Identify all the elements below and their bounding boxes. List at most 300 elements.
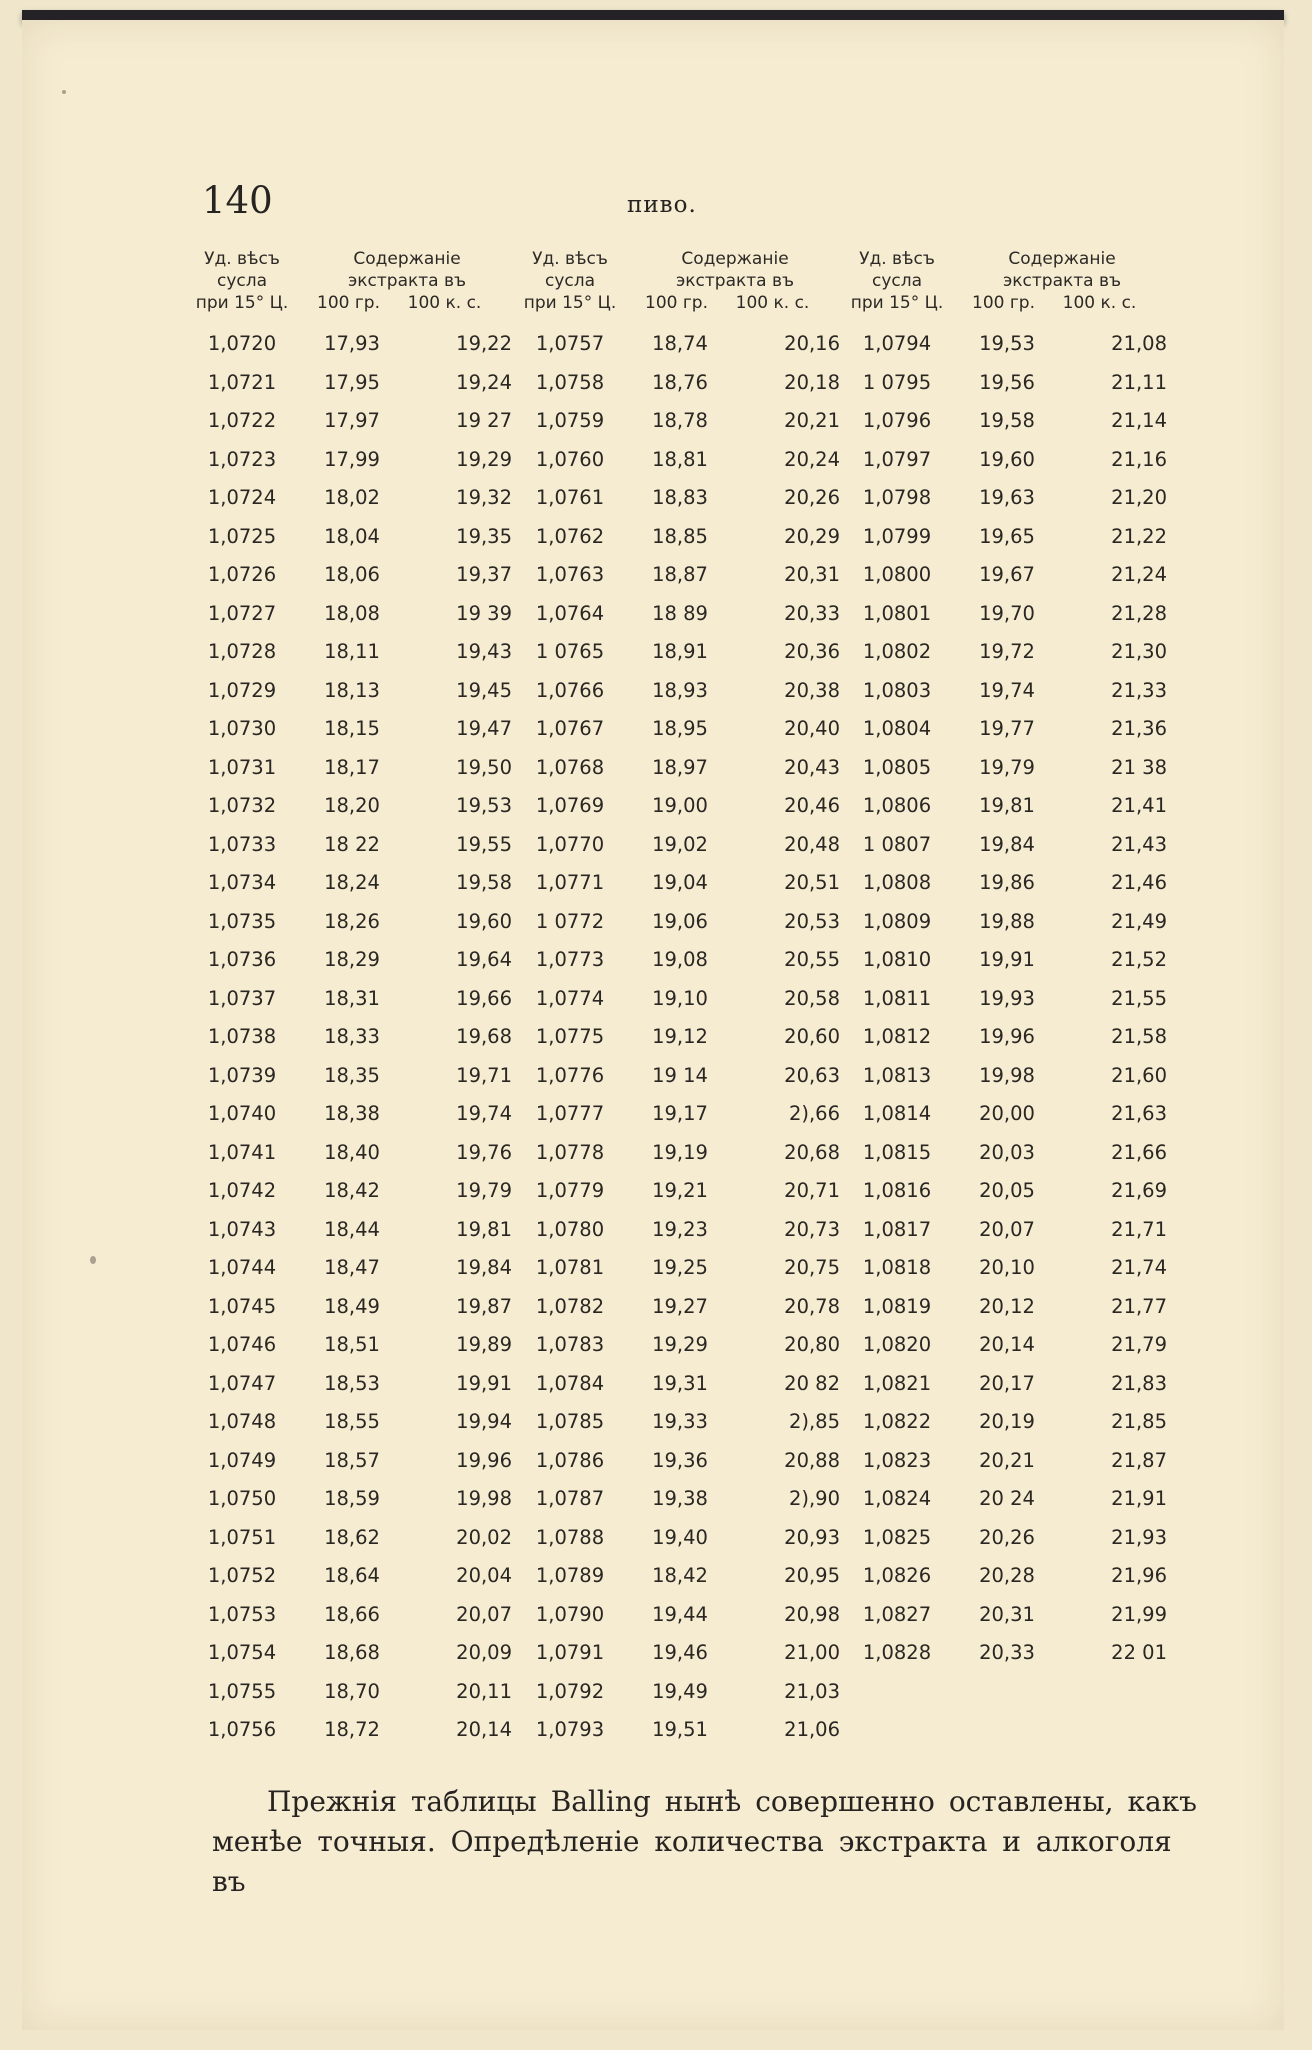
cell-extract-per-100g: 20,12 xyxy=(979,1294,1035,1318)
cell-extract-per-100cc: 20,63 xyxy=(784,1063,840,1087)
cell-specific-gravity: 1,0826 xyxy=(862,1564,932,1587)
cell-extract-per-100g: 19,36 xyxy=(652,1448,708,1472)
cell-extract-per-100cc: 19,89 xyxy=(456,1333,512,1356)
table-row xyxy=(837,1366,1167,1405)
cell-specific-gravity: 1,0745 xyxy=(207,1294,277,1318)
cell-specific-gravity: 1,0801 xyxy=(862,601,932,625)
cell-extract-per-100cc: 21,60 xyxy=(1111,1063,1167,1087)
cell-extract-per-100cc: 21,96 xyxy=(1111,1564,1167,1587)
table-row xyxy=(837,1597,1167,1636)
cell-specific-gravity: 1,0822 xyxy=(862,1410,932,1433)
cell-specific-gravity: 1,0782 xyxy=(535,1294,605,1318)
cell-extract-per-100g: 20,28 xyxy=(979,1564,1035,1587)
body-paragraph xyxy=(212,1782,1197,1902)
header-line: Содержаніе xyxy=(1008,249,1116,269)
cell-extract-per-100g: 18 22 xyxy=(324,832,380,856)
table-row xyxy=(510,711,840,750)
cell-extract-per-100g: 18,06 xyxy=(324,563,380,586)
cell-specific-gravity: 1,0787 xyxy=(535,1487,605,1510)
cell-specific-gravity: 1,0779 xyxy=(535,1179,605,1202)
cell-extract-per-100cc: 20,68 xyxy=(784,1140,840,1164)
table-row xyxy=(510,326,840,365)
table-row xyxy=(182,1520,512,1559)
cell-specific-gravity: 1,0786 xyxy=(535,1448,605,1472)
table-row xyxy=(182,326,512,365)
header-line: экстракта въ xyxy=(347,271,467,291)
cell-extract-per-100cc: 20,71 xyxy=(784,1179,840,1202)
table-row xyxy=(182,1443,512,1482)
cell-extract-per-100cc: 20,88 xyxy=(784,1448,840,1472)
table-row xyxy=(182,750,512,789)
header-line: Уд. вѣсъ xyxy=(859,249,935,269)
cell-extract-per-100g: 19,17 xyxy=(652,1102,708,1125)
table-header xyxy=(182,248,1192,326)
table-row xyxy=(837,442,1167,481)
cell-extract-per-100cc: 19,53 xyxy=(456,794,512,817)
cell-specific-gravity: 1,0720 xyxy=(207,332,277,355)
cell-extract-per-100cc: 20,09 xyxy=(456,1641,512,1664)
table-column-group xyxy=(510,326,840,1751)
cell-specific-gravity: 1,0811 xyxy=(862,986,932,1010)
cell-extract-per-100g: 18,57 xyxy=(324,1448,380,1472)
header-group xyxy=(510,248,840,326)
cell-extract-per-100cc: 19,68 xyxy=(456,1025,512,1048)
table-row xyxy=(182,1289,512,1328)
cell-extract-per-100g: 20,19 xyxy=(979,1410,1035,1433)
header-line: сусла xyxy=(871,271,923,291)
cell-extract-per-100cc: 20,07 xyxy=(456,1602,512,1626)
table-row xyxy=(182,865,512,904)
cell-specific-gravity: 1,0722 xyxy=(207,409,277,432)
table-row xyxy=(510,1674,840,1713)
cell-extract-per-100g: 18,59 xyxy=(324,1487,380,1510)
cell-specific-gravity: 1,0752 xyxy=(207,1564,277,1587)
table-column-group xyxy=(182,326,512,1751)
table-row xyxy=(837,1404,1167,1443)
cell-extract-per-100g: 19,19 xyxy=(652,1140,708,1164)
table-row xyxy=(510,865,840,904)
cell-extract-per-100cc: 20,78 xyxy=(784,1294,840,1318)
cell-extract-per-100cc: 20,29 xyxy=(784,524,840,548)
cell-specific-gravity: 1,0721 xyxy=(207,370,277,394)
cell-specific-gravity: 1 0765 xyxy=(535,640,605,663)
cell-extract-per-100cc: 19,98 xyxy=(456,1487,512,1510)
header-extract-content xyxy=(630,248,840,313)
cell-specific-gravity: 1,0753 xyxy=(207,1602,277,1626)
cell-extract-per-100g: 18,68 xyxy=(324,1641,380,1664)
cell-extract-per-100cc: 21,99 xyxy=(1111,1602,1167,1626)
cell-extract-per-100g: 19,12 xyxy=(652,1025,708,1048)
table-row xyxy=(510,1366,840,1405)
header-group xyxy=(837,248,1167,326)
table-row xyxy=(837,365,1167,404)
cell-specific-gravity: 1,0778 xyxy=(535,1140,605,1164)
cell-specific-gravity: 1,0766 xyxy=(535,678,605,702)
cell-extract-per-100cc: 20,93 xyxy=(784,1525,840,1549)
cell-extract-per-100cc: 21,30 xyxy=(1111,640,1167,663)
cell-specific-gravity: 1,0793 xyxy=(535,1718,605,1741)
cell-specific-gravity: 1,0742 xyxy=(207,1179,277,1202)
cell-specific-gravity: 1,0803 xyxy=(862,678,932,702)
cell-extract-per-100g: 18,26 xyxy=(324,909,380,933)
table-row xyxy=(182,1327,512,1366)
header-extract-content xyxy=(302,248,512,313)
cell-extract-per-100cc: 21,06 xyxy=(784,1718,840,1741)
header-per-100g: 100 гр. xyxy=(972,293,1035,313)
cell-extract-per-100cc: 19,96 xyxy=(456,1448,512,1472)
cell-extract-per-100cc: 21,52 xyxy=(1111,948,1167,971)
cell-extract-per-100g: 20,33 xyxy=(979,1641,1035,1664)
table-column-group xyxy=(837,326,1167,1674)
cell-extract-per-100cc: 19,91 xyxy=(456,1371,512,1395)
cell-specific-gravity: 1,0798 xyxy=(862,486,932,509)
table-row xyxy=(182,827,512,866)
cell-extract-per-100g: 20,07 xyxy=(979,1217,1035,1241)
table-row xyxy=(510,403,840,442)
table-row xyxy=(510,1558,840,1597)
cell-specific-gravity: 1,0784 xyxy=(535,1371,605,1395)
table-row xyxy=(837,1173,1167,1212)
table-row xyxy=(182,1404,512,1443)
cell-extract-per-100cc: 21,71 xyxy=(1111,1217,1167,1241)
table-row xyxy=(510,827,840,866)
table-row xyxy=(510,1289,840,1328)
table-row xyxy=(837,827,1167,866)
cell-specific-gravity: 1,0737 xyxy=(207,986,277,1010)
table-row xyxy=(510,634,840,673)
table-row xyxy=(510,981,840,1020)
cell-specific-gravity: 1,0800 xyxy=(862,563,932,586)
cell-specific-gravity: 1,0790 xyxy=(535,1602,605,1626)
cell-extract-per-100g: 19,91 xyxy=(979,948,1035,971)
cell-specific-gravity: 1,0755 xyxy=(207,1679,277,1703)
cell-specific-gravity: 1,0814 xyxy=(862,1102,932,1125)
wort-extract-table xyxy=(182,248,1192,1741)
cell-specific-gravity: 1,0776 xyxy=(535,1063,605,1087)
table-row xyxy=(837,1250,1167,1289)
cell-extract-per-100g: 19,46 xyxy=(652,1641,708,1664)
cell-extract-per-100g: 18,38 xyxy=(324,1102,380,1125)
cell-extract-per-100g: 18,95 xyxy=(652,717,708,740)
cell-specific-gravity: 1,0750 xyxy=(207,1487,277,1510)
cell-specific-gravity: 1,0762 xyxy=(535,524,605,548)
cell-extract-per-100g: 18,40 xyxy=(324,1140,380,1164)
table-row xyxy=(837,1289,1167,1328)
cell-specific-gravity: 1,0805 xyxy=(862,755,932,779)
cell-specific-gravity: 1,0769 xyxy=(535,794,605,817)
cell-extract-per-100g: 18,47 xyxy=(324,1256,380,1279)
paragraph-line: менѣе точныя. Опредѣленіе количества экстракта и алкоголя въ xyxy=(212,1825,1172,1898)
header-line: Уд. вѣсъ xyxy=(204,249,280,269)
cell-extract-per-100g: 19,93 xyxy=(979,986,1035,1010)
cell-extract-per-100g: 18 89 xyxy=(652,601,708,625)
cell-extract-per-100cc: 21,79 xyxy=(1111,1333,1167,1356)
header-line: сусла xyxy=(216,271,268,291)
cell-specific-gravity: 1,0734 xyxy=(207,871,277,894)
table-row xyxy=(182,596,512,635)
cell-extract-per-100cc: 21,24 xyxy=(1111,563,1167,586)
cell-specific-gravity: 1,0791 xyxy=(535,1641,605,1664)
table-row xyxy=(510,1212,840,1251)
table-row xyxy=(182,1674,512,1713)
cell-extract-per-100g: 20,10 xyxy=(979,1256,1035,1279)
cell-extract-per-100cc: 21,41 xyxy=(1111,794,1167,817)
cell-extract-per-100cc: 19,84 xyxy=(456,1256,512,1279)
cell-extract-per-100cc: 21,66 xyxy=(1111,1140,1167,1164)
cell-specific-gravity: 1,0768 xyxy=(535,755,605,779)
cell-specific-gravity: 1,0775 xyxy=(535,1025,605,1048)
table-row xyxy=(837,942,1167,981)
cell-extract-per-100cc: 21,43 xyxy=(1111,832,1167,856)
page-number: 140 xyxy=(202,179,273,222)
cell-extract-per-100cc: 21,16 xyxy=(1111,447,1167,471)
cell-extract-per-100cc: 19,24 xyxy=(456,370,512,394)
table-row xyxy=(182,1058,512,1097)
cell-specific-gravity: 1 0795 xyxy=(862,370,932,394)
cell-extract-per-100g: 19,49 xyxy=(652,1679,708,1703)
cell-extract-per-100g: 19,08 xyxy=(652,948,708,971)
cell-extract-per-100g: 19,00 xyxy=(652,794,708,817)
table-row xyxy=(510,750,840,789)
chapter-title: пиво. xyxy=(627,192,697,218)
cell-extract-per-100g: 18,85 xyxy=(652,524,708,548)
cell-extract-per-100cc: 19,58 xyxy=(456,871,512,894)
table-row xyxy=(510,442,840,481)
table-row xyxy=(510,673,840,712)
cell-extract-per-100cc: 19,22 xyxy=(456,332,512,355)
table-row xyxy=(510,519,840,558)
cell-extract-per-100cc: 21,08 xyxy=(1111,332,1167,355)
header-line: при 15° Ц. xyxy=(850,293,944,313)
cell-extract-per-100cc: 20,38 xyxy=(784,678,840,702)
cell-extract-per-100g: 19,31 xyxy=(652,1371,708,1395)
cell-extract-per-100g: 18,42 xyxy=(324,1179,380,1202)
table-row xyxy=(182,981,512,1020)
cell-specific-gravity: 1,0763 xyxy=(535,563,605,586)
cell-extract-per-100g: 18,70 xyxy=(324,1679,380,1703)
cell-extract-per-100g: 18,20 xyxy=(324,794,380,817)
cell-extract-per-100cc: 19,32 xyxy=(456,486,512,509)
cell-extract-per-100cc: 20,53 xyxy=(784,909,840,933)
cell-specific-gravity: 1,0751 xyxy=(207,1525,277,1549)
cell-extract-per-100cc: 21,91 xyxy=(1111,1487,1167,1510)
table-row xyxy=(182,634,512,673)
cell-extract-per-100cc: 20,58 xyxy=(784,986,840,1010)
table-row xyxy=(837,634,1167,673)
cell-extract-per-100cc: 19,37 xyxy=(456,563,512,586)
paragraph-line: Прежнія таблицы Balling нынѣ совершенно оставлены, какъ xyxy=(267,1785,1197,1818)
cell-extract-per-100g: 19,84 xyxy=(979,832,1035,856)
cell-specific-gravity: 1,0789 xyxy=(535,1564,605,1587)
table-row xyxy=(837,1443,1167,1482)
cell-specific-gravity: 1,0806 xyxy=(862,794,932,817)
table-row xyxy=(510,904,840,943)
cell-extract-per-100g: 18,02 xyxy=(324,486,380,509)
cell-extract-per-100g: 20,26 xyxy=(979,1525,1035,1549)
cell-extract-per-100g: 18,55 xyxy=(324,1410,380,1433)
table-row xyxy=(182,442,512,481)
cell-specific-gravity: 1,0729 xyxy=(207,678,277,702)
table-row xyxy=(510,1443,840,1482)
header-per-100cc: 100 к. с. xyxy=(407,293,482,313)
cell-specific-gravity: 1,0731 xyxy=(207,755,277,779)
cell-extract-per-100cc: 19,76 xyxy=(456,1140,512,1164)
cell-extract-per-100g: 18,17 xyxy=(324,755,380,779)
cell-extract-per-100cc: 21,14 xyxy=(1111,409,1167,432)
table-row xyxy=(510,788,840,827)
cell-extract-per-100cc: 20,33 xyxy=(784,601,840,625)
cell-extract-per-100g: 20,17 xyxy=(979,1371,1035,1395)
cell-specific-gravity: 1,0774 xyxy=(535,986,605,1010)
cell-extract-per-100g: 18,76 xyxy=(652,370,708,394)
cell-extract-per-100g: 19,67 xyxy=(979,563,1035,586)
cell-extract-per-100g: 19,53 xyxy=(979,332,1035,355)
cell-extract-per-100cc: 21 38 xyxy=(1111,755,1167,779)
cell-extract-per-100g: 17,97 xyxy=(324,409,380,432)
cell-extract-per-100cc: 21,93 xyxy=(1111,1525,1167,1549)
cell-extract-per-100g: 19,86 xyxy=(979,871,1035,894)
cell-extract-per-100g: 20,00 xyxy=(979,1102,1035,1125)
cell-extract-per-100cc: 20,26 xyxy=(784,486,840,509)
cell-specific-gravity: 1,0759 xyxy=(535,409,605,432)
cell-specific-gravity: 1,0754 xyxy=(207,1641,277,1664)
cell-specific-gravity: 1,0827 xyxy=(862,1602,932,1626)
cell-extract-per-100cc: 20,14 xyxy=(456,1718,512,1741)
cell-extract-per-100cc: 19,43 xyxy=(456,640,512,663)
cell-specific-gravity: 1 0772 xyxy=(535,909,605,933)
table-row xyxy=(837,326,1167,365)
table-row xyxy=(837,1212,1167,1251)
table-row xyxy=(837,480,1167,519)
header-specific-gravity xyxy=(182,248,302,314)
cell-extract-per-100cc: 20,51 xyxy=(784,871,840,894)
cell-extract-per-100g: 18,62 xyxy=(324,1525,380,1549)
table-row xyxy=(837,981,1167,1020)
cell-extract-per-100g: 19,25 xyxy=(652,1256,708,1279)
cell-specific-gravity: 1,0804 xyxy=(862,717,932,740)
cell-extract-per-100g: 18,81 xyxy=(652,447,708,471)
cell-specific-gravity: 1,0756 xyxy=(207,1718,277,1741)
table-row xyxy=(510,557,840,596)
cell-extract-per-100g: 20,21 xyxy=(979,1448,1035,1472)
table-row xyxy=(182,1366,512,1405)
cell-extract-per-100g: 19,51 xyxy=(652,1718,708,1741)
table-row xyxy=(182,673,512,712)
header-per-100cc: 100 к. с. xyxy=(735,293,810,313)
table-row xyxy=(510,1481,840,1520)
cell-specific-gravity: 1,0824 xyxy=(862,1487,932,1510)
table-row xyxy=(510,1250,840,1289)
cell-extract-per-100g: 19,74 xyxy=(979,678,1035,702)
cell-extract-per-100cc: 22 01 xyxy=(1111,1641,1167,1664)
header-specific-gravity xyxy=(510,248,630,314)
header-specific-gravity xyxy=(837,248,957,314)
cell-extract-per-100g: 19,04 xyxy=(652,871,708,894)
cell-extract-per-100g: 20,14 xyxy=(979,1333,1035,1356)
cell-specific-gravity: 1,0758 xyxy=(535,370,605,394)
cell-specific-gravity: 1,0725 xyxy=(207,524,277,548)
cell-extract-per-100cc: 20,16 xyxy=(784,332,840,355)
cell-extract-per-100g: 19,23 xyxy=(652,1217,708,1241)
cell-extract-per-100g: 19,10 xyxy=(652,986,708,1010)
cell-extract-per-100cc: 21,58 xyxy=(1111,1025,1167,1048)
header-line: Содержаніе xyxy=(353,249,461,269)
table-row xyxy=(837,557,1167,596)
cell-extract-per-100g: 18,04 xyxy=(324,524,380,548)
cell-extract-per-100g: 19,63 xyxy=(979,486,1035,509)
cell-extract-per-100cc: 20,98 xyxy=(784,1602,840,1626)
cell-extract-per-100g: 18,31 xyxy=(324,986,380,1010)
cell-extract-per-100g: 19 14 xyxy=(652,1063,708,1087)
cell-extract-per-100cc: 19,29 xyxy=(456,447,512,471)
cell-specific-gravity: 1,0825 xyxy=(862,1525,932,1549)
table-row xyxy=(510,596,840,635)
cell-extract-per-100g: 18,74 xyxy=(652,332,708,355)
cell-specific-gravity: 1,0761 xyxy=(535,486,605,509)
table-row xyxy=(837,1635,1167,1674)
cell-specific-gravity: 1,0794 xyxy=(862,332,932,355)
cell-specific-gravity: 1,0783 xyxy=(535,1333,605,1356)
cell-specific-gravity: 1,0735 xyxy=(207,909,277,933)
cell-extract-per-100cc: 20,24 xyxy=(784,447,840,471)
cell-specific-gravity: 1,0743 xyxy=(207,1217,277,1241)
table-row xyxy=(510,1597,840,1636)
cell-extract-per-100g: 18,78 xyxy=(652,409,708,432)
cell-extract-per-100cc: 19 27 xyxy=(456,409,512,432)
table-row xyxy=(837,1520,1167,1559)
cell-extract-per-100g: 18,51 xyxy=(324,1333,380,1356)
table-row xyxy=(510,1019,840,1058)
cell-extract-per-100cc: 20,31 xyxy=(784,563,840,586)
cell-specific-gravity: 1,0738 xyxy=(207,1025,277,1048)
table-row xyxy=(182,1250,512,1289)
cell-specific-gravity: 1,0771 xyxy=(535,871,605,894)
cell-extract-per-100g: 19,29 xyxy=(652,1333,708,1356)
cell-extract-per-100cc: 2),66 xyxy=(788,1102,840,1125)
table-row xyxy=(837,673,1167,712)
table-row xyxy=(510,1058,840,1097)
cell-extract-per-100g: 18,42 xyxy=(652,1564,708,1587)
cell-extract-per-100cc: 21,63 xyxy=(1111,1102,1167,1125)
cell-extract-per-100g: 19,56 xyxy=(979,370,1035,394)
cell-specific-gravity: 1,0723 xyxy=(207,447,277,471)
cell-extract-per-100g: 18,87 xyxy=(652,563,708,586)
table-row xyxy=(837,1096,1167,1135)
table-row xyxy=(182,365,512,404)
cell-extract-per-100cc: 20,11 xyxy=(456,1679,512,1703)
cell-specific-gravity: 1,0726 xyxy=(207,563,277,586)
table-row xyxy=(837,1327,1167,1366)
table-row xyxy=(837,1481,1167,1520)
cell-extract-per-100g: 19,65 xyxy=(979,524,1035,548)
cell-specific-gravity: 1,0823 xyxy=(862,1448,932,1472)
table-row xyxy=(510,1173,840,1212)
table-row xyxy=(837,1558,1167,1597)
table-row xyxy=(837,1019,1167,1058)
cell-extract-per-100cc: 21,11 xyxy=(1111,370,1167,394)
cell-specific-gravity: 1,0820 xyxy=(862,1333,932,1356)
table-row xyxy=(510,942,840,981)
cell-extract-per-100g: 18,08 xyxy=(324,601,380,625)
cell-extract-per-100g: 18,35 xyxy=(324,1063,380,1087)
cell-extract-per-100g: 18,72 xyxy=(324,1718,380,1741)
cell-extract-per-100g: 19,02 xyxy=(652,832,708,856)
cell-extract-per-100cc: 21,33 xyxy=(1111,678,1167,702)
cell-extract-per-100cc: 20,36 xyxy=(784,640,840,663)
header-line: экстракта въ xyxy=(675,271,795,291)
cell-extract-per-100cc: 21,46 xyxy=(1111,871,1167,894)
cell-extract-per-100g: 18,66 xyxy=(324,1602,380,1626)
